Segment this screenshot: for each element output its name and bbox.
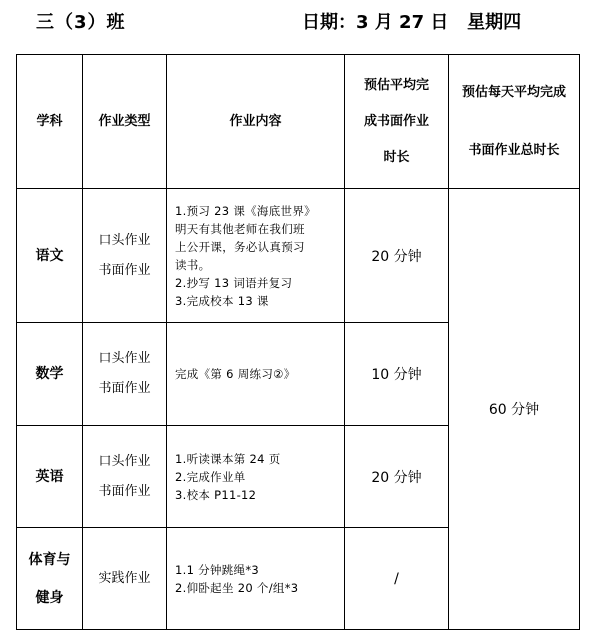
page-header <box>0 8 591 38</box>
type-cell <box>83 189 167 323</box>
content-line: 2.完成作业单 <box>175 469 246 484</box>
subject-cell <box>17 528 83 630</box>
content-line: 上公开课，务必认真预习 <box>175 239 305 254</box>
content-line: 1.预习 23 课《海底世界》 <box>175 203 316 218</box>
type-label: 书面作业 <box>98 262 151 278</box>
header-est-time <box>345 55 449 189</box>
type-label: 口头作业 <box>98 232 151 248</box>
type-label: 口头作业 <box>98 453 151 469</box>
header-est-time-line: 成书面作业 <box>363 113 429 129</box>
time-cell: / <box>345 528 449 630</box>
class-name: 三（3）班 <box>36 12 126 33</box>
table-header-row <box>17 55 580 189</box>
subject-label: 体育与 <box>28 551 71 568</box>
header-content: 作业内容 <box>167 55 345 189</box>
content-cell <box>167 323 345 426</box>
content-line: 1.听读课本第 24 页 <box>175 451 281 466</box>
time-cell: 10 分钟 <box>345 323 449 426</box>
content-line: 明天有其他老师在我们班 <box>175 221 305 236</box>
content-line: 2.仰卧起坐 20 个/组*3 <box>175 580 299 595</box>
content-cell <box>167 528 345 630</box>
header-daily-total <box>449 55 580 189</box>
date-label: 日期：3 月 27 日 星期四 <box>302 12 522 33</box>
content-cell <box>167 189 345 323</box>
time-cell: 20 分钟 <box>345 426 449 528</box>
type-cell <box>83 426 167 528</box>
subject-cell <box>17 426 83 528</box>
content-line: 3.校本 P11-12 <box>175 487 257 502</box>
type-label: 实践作业 <box>98 570 151 586</box>
time-cell: 20 分钟 <box>345 189 449 323</box>
subject-label: 数学 <box>35 366 64 382</box>
subject-cell <box>17 189 83 323</box>
table-row <box>17 189 580 323</box>
type-cell <box>83 528 167 630</box>
homework-table <box>16 54 580 630</box>
content-cell <box>167 426 345 528</box>
type-cell <box>83 323 167 426</box>
subject-label: 语文 <box>35 247 64 264</box>
header-est-time-line: 时长 <box>383 149 410 165</box>
content-line: 完成《第 6 周练习②》 <box>175 367 296 381</box>
type-label: 书面作业 <box>98 381 151 396</box>
subject-label: 健身 <box>35 589 64 606</box>
type-label: 口头作业 <box>98 351 151 366</box>
content-line: 读书。 <box>175 257 211 272</box>
header-daily-total-line: 书面作业总时长 <box>468 142 560 158</box>
content-line: 1.1 分钟跳绳*3 <box>175 562 260 577</box>
content-line: 2.抄写 13 词语并复习 <box>175 275 293 290</box>
header-est-time-line: 预估平均完 <box>363 77 429 93</box>
header-daily-total-line: 预估每天平均完成 <box>461 84 566 100</box>
header-type: 作业类型 <box>83 55 167 189</box>
type-label: 书面作业 <box>98 483 151 499</box>
subject-cell <box>17 323 83 426</box>
subject-label: 英语 <box>35 468 64 485</box>
content-line: 3.完成校本 13 课 <box>175 293 269 308</box>
header-subject: 学科 <box>17 55 83 189</box>
daily-total-cell: 60 分钟 <box>449 189 580 630</box>
